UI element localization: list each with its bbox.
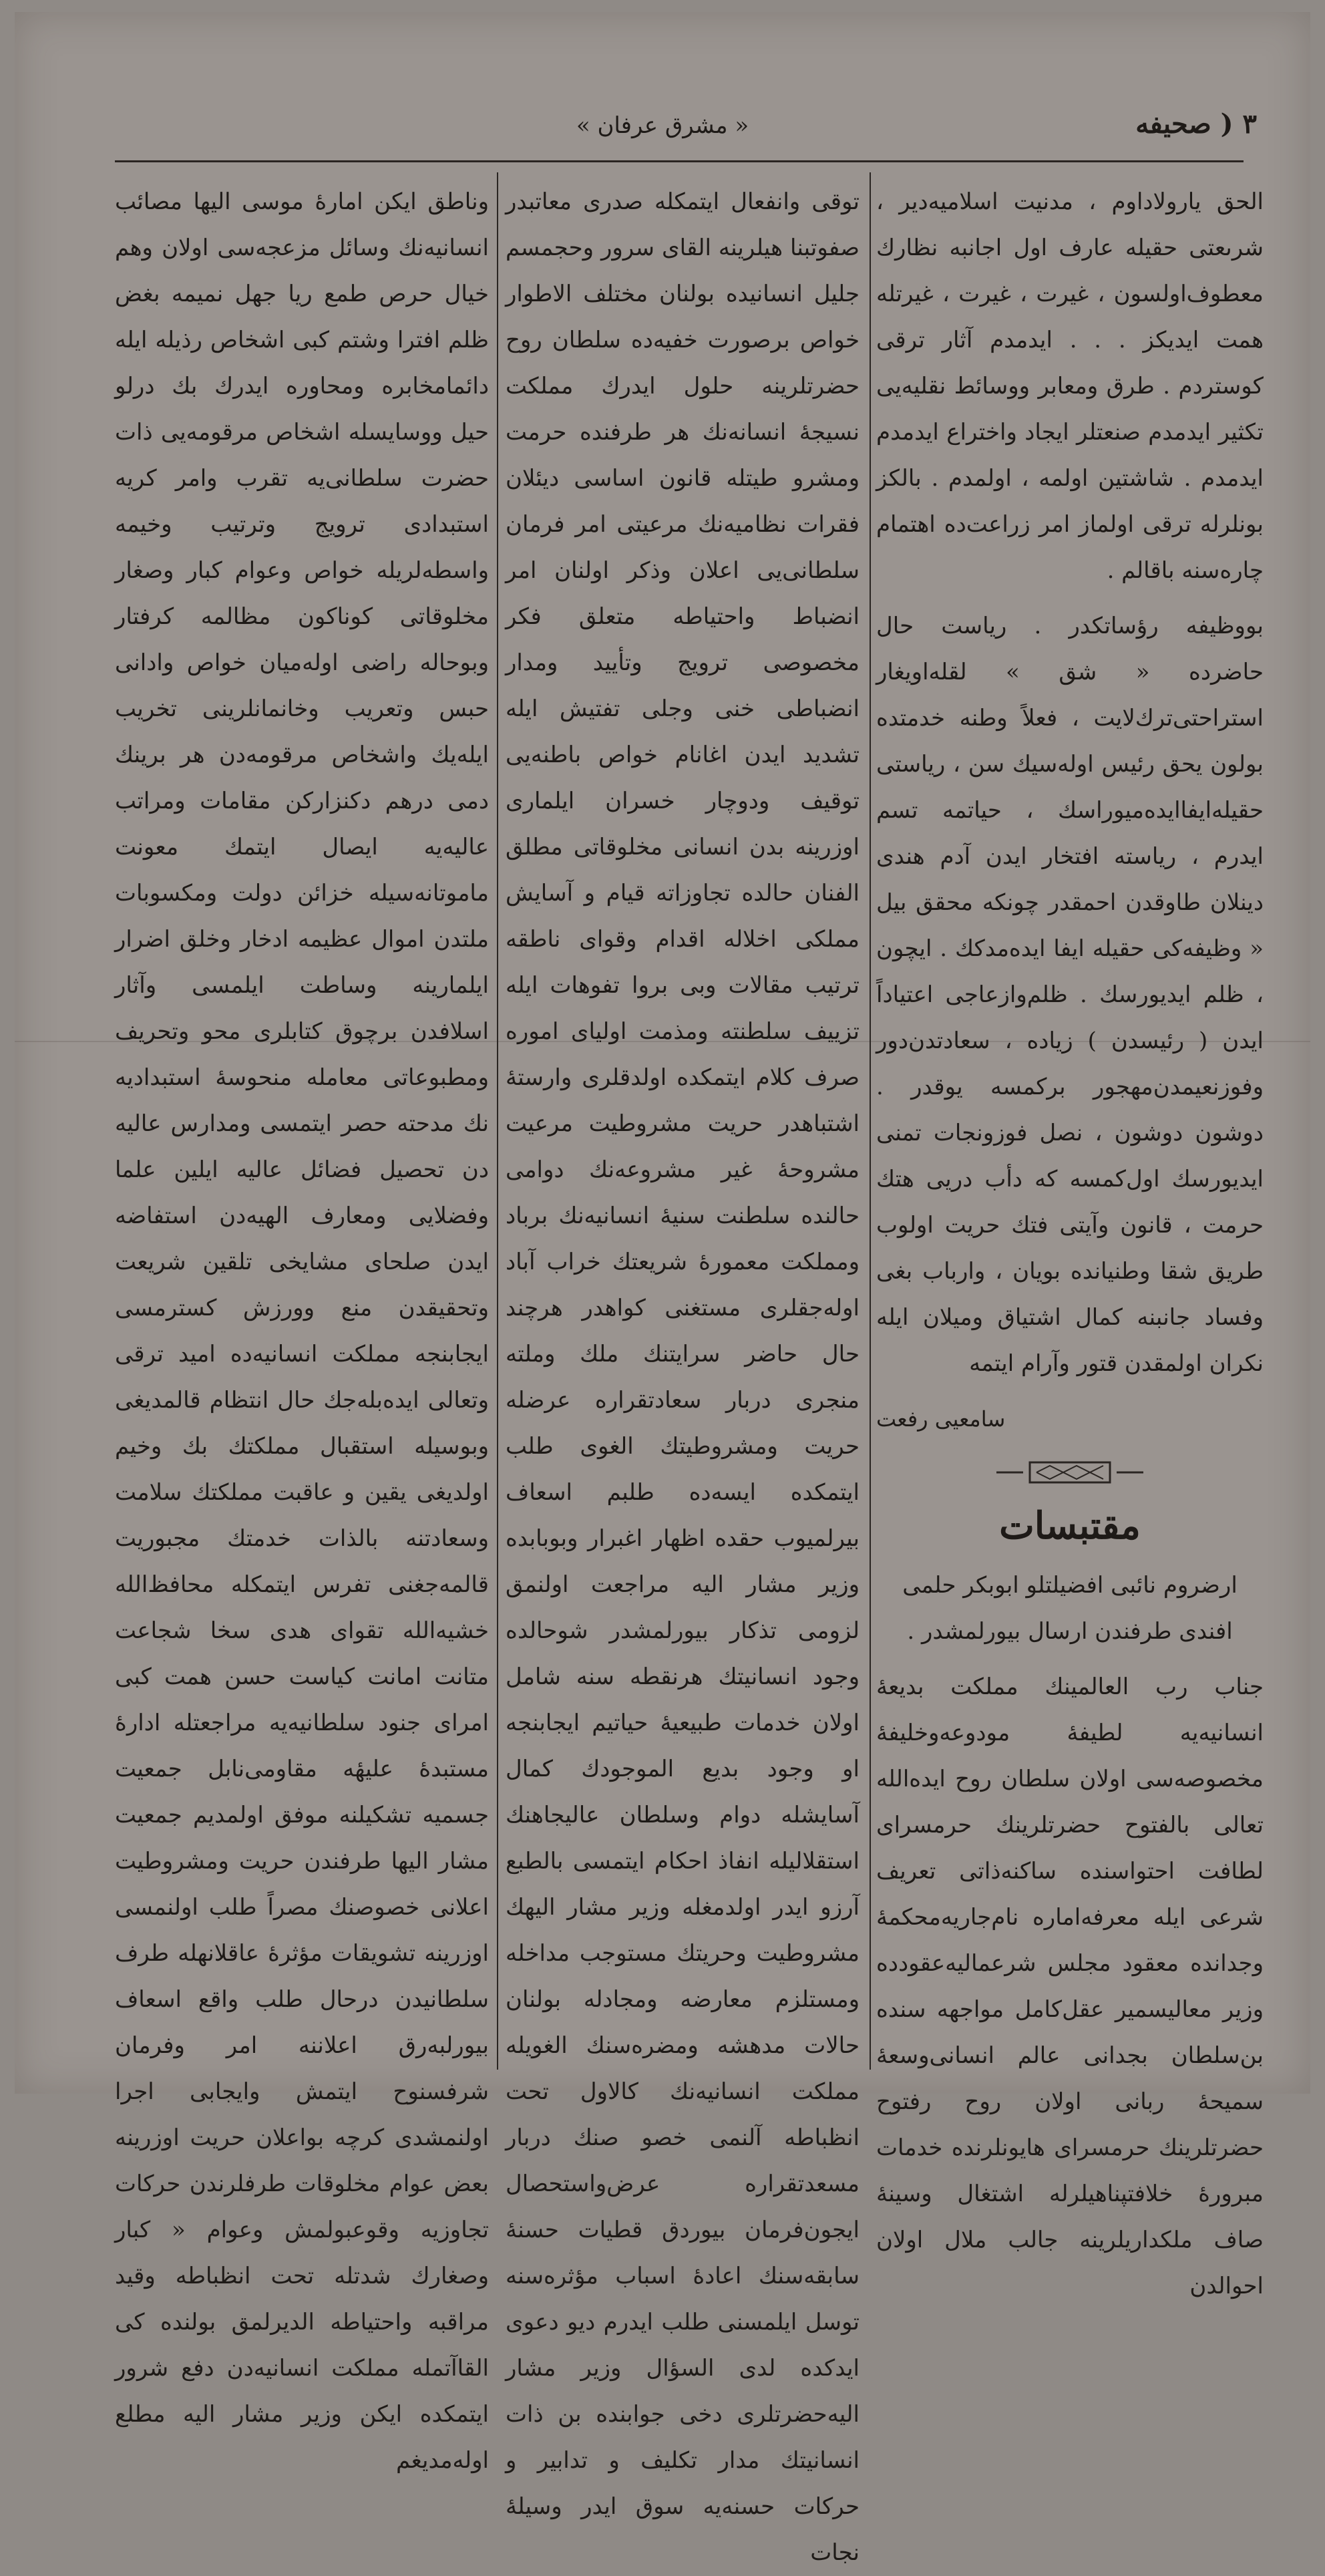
paragraph: بووظيفه رؤساتكدر . رياست حال حاضرده « شق » لقله‌اويغار استراحتى‌ترك‌لايت ، فعلاً وطنه خدمتده بولون يحق رئيس اوله‌سيك سن ، رياستى حقيله‌ايفاايده‌ميوراسك ، حياتمه تسم ايدرم ، رياسته افتخار ايدن آدم هندى دينلان طاوقدن احمقدر چونكه محقق بيل « وظيفه‌كى حقيله ايفا ايده‌مدكك . ايچون ، ظلم ايديورسك . ظلم‌وازعاجى اعتياداً ايدن ( رئيسدن ) زياده ، سعادتدن‌دور وفوزنعيمدن‌مهجور بركمسه يوقدر . دوشون دوشون ، نصل فوزونجات تمنى ايديورسك اول‌كمسه كه دأب دريى هتك حرمت ، قانون وآيتى فتك حريت اولوب طريق شقا وطنيانده بويان ، وارباب بغى وفساد جانبنه كمال اشتياق وميلان ايله نكران اولمقدن قتور وآرام ايتمه [876,613,1264,1377]
paragraph: الحق يارولاداوم ، مدنيت اسلاميه‌دير ، شرىعتى حقيله عارف اول اجانبه نظارك معطوف‌اولسون ، غيرت ، غيرت ، غيرتله همت ايديكز . . . ايدمدم آثار ترقى كوستردم . طرق ومعابر ووسائط نقليه‌يى تكثير ايدمدم صنعتلر ايجاد واختراع ايدمدم ايدمدم . شاشتين اولمه ، اولمدم . بالكز بونلرله ترقى اولماز امر زراعت‌ده اهتمام چاره‌سنه باقالم . [876,188,1264,584]
column-divider-left [497,172,498,2070]
column-divider-right [870,172,871,2070]
paragraph: توقى وانفعال ايتمكله صدرى معاتبدر صفوتبنا هيلرينه القاى سرور وحجمسم جليل انسانيده بولنان مختلف الاطوار خواص برصورت خفيه‌ده سلطان روح حضرتلرينه حلول ايدرك مملكت نسيجهٔ انسانه‌نك هر طرفنده حرمت ومشرو طيتله قانون اساسى ديئلان فقرات نظاميه‌نك مرعيتى امر فرمان سلطانى‌يى اعلان وذكر اولنان امر انضباط واحتياطه متعلق فكر مخصوصى ترويج وتأييد ومدار انضباطى خنى وجلى تفتيش ايله تشديد ايدن اغانام خواص باطنه‌يى توقيف ودوچار خسران ايلمارى اوزرينه بدن انسانى مخلوقاتى مطلق الفنان حالده تجاوزاته قيام و آسايش مملكى اخلاله اقدام وقواى ناطقه ترتيب مقالات وبى بروا تفوهات ايله تزييف سلطنته ومذمت اولياى اموره صرف كلام ايتمكده اولدقلرى وارستهٔ اشتباهدر حريت مشروطيت مرعيت مشروحهٔ غير مشروعه‌نك دوامى حالنده سلطنت سنيهٔ انسانيه‌نك برباد ومملكت معمورهٔ شريعتك خراب آباد اوله‌جقلرى مستغنى كواهدر هرچند حال حاضر سرايتنك ملك وملته منجرى دربار سعادتقراره عرضله حريت ومشروطيتك الغوى طلب ايتمكده ايسه‌ده طلبم اسعاف بيرلميوب حقده اظهار اغبرار وبوبابده وزير مشار اليه مراجعت اولنمق لزومى تذكار بيورلمشدر شوحالده وجود انسانيتك هرنقطه سنه شامل اولان خدمات طبيعيهٔ حياتيم ايجابنجه او وجود بديع الموجودك كمال آسايشله دوام وسلطان عاليجاهنك استقلاليله انفاذ احكام ايتمسى بالطبع آرزو ايدر اولدمغله وزير مشار اليهك مشروطيت وحريتك مستوجب مداخله ومستلزم معارضه ومجادله بولنان حالات مدهشه ومضره‌سنك الغويله مملكت انسانيه‌نك كالاول تحت انظباطه آلنمى خصو صنك دربار مسعدتقراره عرض‌واستحصال ايجون‌فرمان بيوردق قطيات حسنهٔ سابقه‌سنك اعادهٔ اسباب مؤثره‌سنه توسل ايلمسنى طلب ايدرم ديو دعوى ايدكده لدى السؤال وزير مشار اليه‌حضرتلرى دخى جوابنده بن ذات انسانيتك مدار تكليف و تدابير و حركات حسنه‌يه سوق ايدر وسيلهٔ نجات [506,188,860,2566]
section-subtitle: ارضروم نائبى افضيلتلو ابوبكر حلمى افندى طرفندن ارسال بيورلمشدر . [902,1572,1238,1645]
page-number: ۳ ( صحیفه [1135,108,1257,140]
paragraph: جناب رب العالمينك مملكت بديعهٔ انسانيه‌يه لطيفهٔ مودوعه‌وخليفهٔ مخصوصه‌سى اولان سلطان روح ايده‌الله تعالى بالفتوح حضرتلرينك حرمسراى لطافت احتواسنده ساكنه‌ذاتى تعريف شرعى ايله معرفه‌اماره نام‌جاريه‌محكمهٔ وجدانده معقود مجلس شرعماليه‌عقودده وزير معاليسمير عقل‌كامل مواجهه سنده بن‌سلطان بجدانى عالم انسانى‌وسعهٔ سميحهٔ ربانى اولان روح رفتوح حضرتلرينك حرمسراى هايونلرنده خدمات مبرورهٔ خلافتپناهيلرله اشتغال وسينهٔ صاف ملكداريلرينه جالب ملال اولان احوالدن [876,1673,1264,2299]
paragraph: وناطق ايكن امارهٔ موسى اليها مصائب انسانيه‌نك وسائل مزعجه‌سى اولان وهم خيال حرص طمع ريا جهل نميمه بغض ظلم افترا وشتم كبى اشخاص رذيله ايله دائمامخابره ومحاوره ايدرك بك درلو حيل ووسايسله اشخاص مرقومه‌يى ذات حضرت سلطانى‌يه تقرب وامر كريه استبدادى ترويج وترتيب وخيمه واسطه‌لريله خواص وعوام كبار وصغار مخلوقاتى كوناكون مظالمه كرفتار وبوحاله راضى اوله‌ميان خواص وادانى حبس وتعريب وخانمانلرينى تخريب ايله‌يك واشخاص مرقومه‌دن هر برينك دمى درهم دكنزاركن مقامات ومراتب عاليه‌يه ايصال ايتمك معونت ماموتانه‌سيله خزائن دولت ومكسوبات ملتدن اموال عظيمه ادخار وخلق اضرار ايلمارينه وساطت ايلمسى وآثار اسلافدن برچوق كتابلرى محو وتحريف ومطبوعاتى معامله منحوسهٔ استبداديه نك مدحته حصر ايتمسى ومدارس عاليه دن تحصيل فضائل عاليه ايلين علما وفضلايى ومعارف الهيه‌دن استفاضه ايدن صلحاى مشايخى تلقين شريعت وتحقيقدن منع وورزش كسترمسى ايجابنجه مملكت انسانيه‌ده اميد ترقى وتعالى ايده‌بله‌جك حال انتظام قالمديغى وبوسيله استقبال مملكتك بك وخيم اولديغى يقين و عاقبت مملكتك سلامت وسعادتنه بالذات خدمتك مجبوريت قالمه‌جغنى تفرس ايتمكله محافظ‌الله خشيه‌الله تقواى هدى سخا شجاعت متانت امانت كياست حسن همت كبى امراى جنود سلطانيه‌يه مراجعتله ادارهٔ مستبدهٔ عليهٔه مقاومى‌نابل جمعيت جسميه تشكيلنه موفق اولمديم جمعيت مشار اليها طرفندن حريت ومشروطيت اعلانى خصوصنك مصراً طلب اولنمسى اوزرينه تشويقات مؤثرهٔ عاقلانهله طرف سلطانيدن درحال طلب واقع اسعاف بيورلبه‌رق اعلاننه امر وفرمان شرفسنوح ايتمش وايجابى اجرا اولنمشدى كرچه بواعلان حريت اوزرينه بعض عوام مخلوقات طرفلرندن حركات تجاوزيه وقوعبولمش وعوام « كبار وصغارك شدتله تحت انظباطه وقيد مراقبه واحتياطه الديرلمق بولنده كى القاآتمله مملكت انسانيه‌دن دفع شرور ايتمكده ايكن وزير مشار اليه مطلع اوله‌مديغم [115,188,489,2474]
column-left [115,179,489,2474]
ornament-divider [990,1456,1150,1489]
running-title: « مشرق عرفان » [576,112,749,139]
header-rule [115,160,1244,162]
author-signature: سامعيى رفعت [876,1406,1006,1432]
newspaper-page [15,12,1310,2566]
section-title: مقتبسات [999,1504,1141,1548]
column-right [876,179,1264,2299]
column-middle [506,179,860,2566]
page-header [41,106,1284,159]
